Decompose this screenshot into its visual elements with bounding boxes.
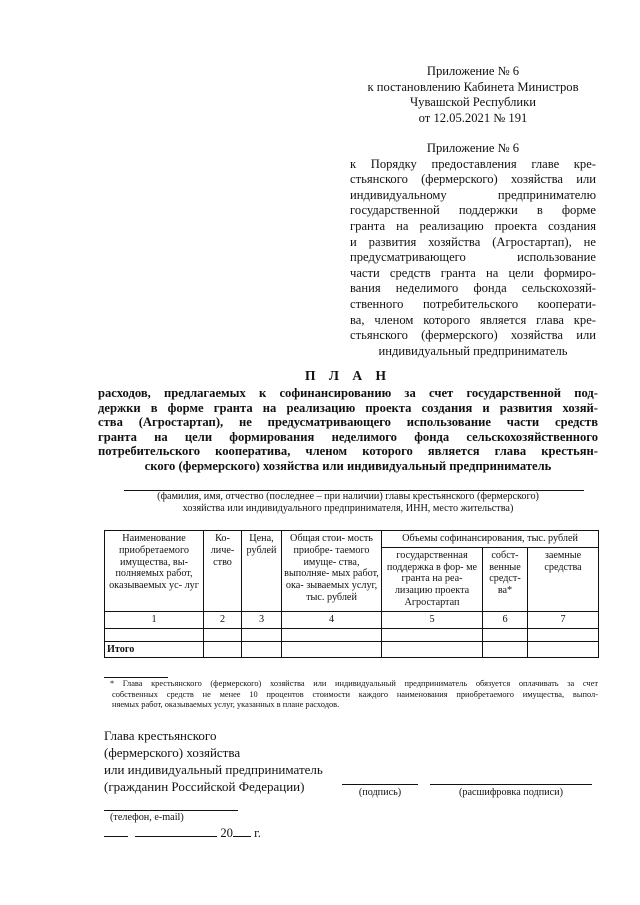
table-cell[interactable] bbox=[483, 641, 528, 658]
column-number: 4 bbox=[282, 611, 382, 628]
signer-title-line: (гражданин Российской Федерации) bbox=[104, 779, 305, 794]
plan-title-line: потребительского кооператива, членом которого является глава крестьян- bbox=[98, 444, 598, 459]
header-own-funds: собст- венные средст- ва* bbox=[483, 547, 528, 611]
annex-order-line: к Порядку предоставления главе кре- bbox=[350, 156, 596, 171]
annex-order-line: предусматривающего использование bbox=[350, 250, 596, 265]
table-cell[interactable] bbox=[242, 628, 282, 641]
header-total-cost: Общая стои- мость приобре- таемого имуще- ства, выполняе- мых работ, ока- зываемых услуг, тыс. рублей bbox=[282, 531, 382, 612]
column-number: 2 bbox=[204, 611, 242, 628]
table-cell[interactable] bbox=[528, 628, 599, 641]
column-number: 7 bbox=[528, 611, 599, 628]
table-cell[interactable] bbox=[528, 641, 599, 658]
footnote-line: * Глава крестьянского (фермерского) хозяйства или индивидуальный предприниматель обязуется оплачивать за счет bbox=[110, 679, 598, 688]
column-number: 1 bbox=[105, 611, 204, 628]
date-year-blank[interactable] bbox=[233, 824, 251, 837]
table-cell[interactable] bbox=[105, 628, 204, 641]
signer-title-line: или индивидуальный предприниматель bbox=[104, 762, 323, 777]
expense-plan-table bbox=[104, 530, 599, 658]
annex-order-block bbox=[350, 141, 596, 359]
table-header-row bbox=[105, 531, 599, 548]
table-number-row bbox=[105, 611, 599, 628]
signer-title-line: (фермерского) хозяйства bbox=[104, 745, 241, 760]
annex-number: Приложение № 6 bbox=[426, 64, 520, 78]
annex-order-line: ва, членом которого является глава кре- bbox=[350, 312, 596, 327]
table-cell[interactable] bbox=[483, 628, 528, 641]
annex-resolution-line: к постановлению Кабинета Министров bbox=[367, 79, 579, 94]
header-name: Наименование приобретаемого имущества, вы- полняемых работ, оказываемых ус- луг bbox=[105, 531, 204, 612]
plan-title-line: держки в форме гранта на реализацию проекта создания и развития хозяй- bbox=[98, 400, 598, 415]
table-cell[interactable] bbox=[382, 641, 483, 658]
applicant-caption-line: хозяйства или индивидуального предпринимателя, ИНН, место жительства) bbox=[182, 503, 514, 515]
annex-order-line: государственной поддержки в форме bbox=[350, 203, 596, 218]
footnote bbox=[104, 679, 598, 711]
table-cell[interactable] bbox=[204, 628, 242, 641]
annex-order-line: и развития хозяйства (Агростартап), не bbox=[350, 234, 596, 249]
column-number: 3 bbox=[242, 611, 282, 628]
table-cell[interactable] bbox=[242, 641, 282, 658]
signature-decode-fill-line[interactable] bbox=[430, 784, 592, 785]
table-cell[interactable] bbox=[204, 641, 242, 658]
annex-order-line: стьянского (фермерского) хозяйства или bbox=[350, 172, 596, 187]
table-cell[interactable] bbox=[282, 641, 382, 658]
plan-heading: П Л А Н bbox=[305, 368, 391, 383]
date-suffix: г. bbox=[254, 826, 261, 840]
annex-order-line: индивидуальный предприниматель bbox=[378, 343, 568, 358]
table-row[interactable] bbox=[105, 628, 599, 641]
plan-title-line: расходов, предлагаемых к софинансированию за счет государственной под- bbox=[98, 386, 598, 400]
plan-title-line: гранта на цели формирования неделимого фонда сельскохозяйственного bbox=[98, 429, 598, 444]
date-year-prefix: 20 bbox=[220, 826, 233, 840]
plan-title-line: ского (фермерского) хозяйства или индивидуальный предприниматель bbox=[144, 458, 552, 473]
annex-order-line: индивидуальному предпринимателю bbox=[350, 187, 596, 202]
date-line bbox=[104, 824, 261, 841]
total-label: Итого bbox=[105, 641, 204, 658]
annex-order-line: вания неделимого фонда сельскохозяй- bbox=[350, 281, 596, 296]
plan-title bbox=[98, 386, 598, 474]
applicant-caption bbox=[98, 491, 598, 516]
date-day-blank[interactable] bbox=[104, 824, 128, 837]
header-grant: государственная поддержка в фор- ме гранта на реа- лизацию проекта Агростартап bbox=[382, 547, 483, 611]
signature-block bbox=[104, 727, 323, 795]
column-number: 6 bbox=[483, 611, 528, 628]
column-number: 5 bbox=[382, 611, 483, 628]
annex-resolution-block bbox=[350, 64, 596, 126]
annex-order-line: части средств гранта на цели формиро- bbox=[350, 265, 596, 280]
annex-date-line: от 12.05.2021 № 191 bbox=[418, 110, 528, 125]
date-month-blank[interactable] bbox=[135, 824, 217, 837]
annex-republic-line: Чувашской Республики bbox=[410, 95, 536, 110]
signature-decode-caption: (расшифровка подписи) bbox=[459, 787, 563, 798]
signer-title-line: Глава крестьянского bbox=[104, 728, 217, 743]
header-price: Цена, рублей bbox=[242, 531, 282, 612]
signature-caption: (подпись) bbox=[358, 787, 402, 798]
table-cell[interactable] bbox=[382, 628, 483, 641]
header-loan-funds: заемные средства bbox=[528, 547, 599, 611]
annex-order-line: ственного потребительского кооперати- bbox=[350, 296, 596, 311]
footnote-line: няемых работ, оказываемых услуг, указанных в плане расходов. bbox=[112, 700, 340, 710]
plan-title-line: ства (Агростартап), не предусматривающего использование части средств bbox=[98, 415, 598, 430]
table-cell[interactable] bbox=[282, 628, 382, 641]
footnote-line: собственных средств не менее 10 процентов стоимости каждого наименования приобретаемого имущества, выпол- bbox=[112, 689, 598, 699]
applicant-caption-line: (фамилия, имя, отчество (последнее – при наличии) главы крестьянского (фермерского) bbox=[157, 491, 539, 502]
annex-order-line: гранта на реализацию проекта создания bbox=[350, 218, 596, 233]
annex-order-line: стьянского (фермерского) хозяйства или bbox=[350, 328, 596, 343]
contact-fill-line[interactable] bbox=[104, 810, 238, 811]
table-total-row bbox=[105, 641, 599, 658]
annex-order-number: Приложение № 6 bbox=[426, 141, 520, 155]
contact-caption: (телефон, e-mail) bbox=[110, 812, 184, 823]
signature-fill-line[interactable] bbox=[342, 784, 418, 785]
header-cofinancing: Объемы софинансирования, тыс. рублей bbox=[382, 531, 599, 548]
header-quantity: Ко- личе- ство bbox=[204, 531, 242, 612]
footnote-divider bbox=[104, 677, 168, 678]
